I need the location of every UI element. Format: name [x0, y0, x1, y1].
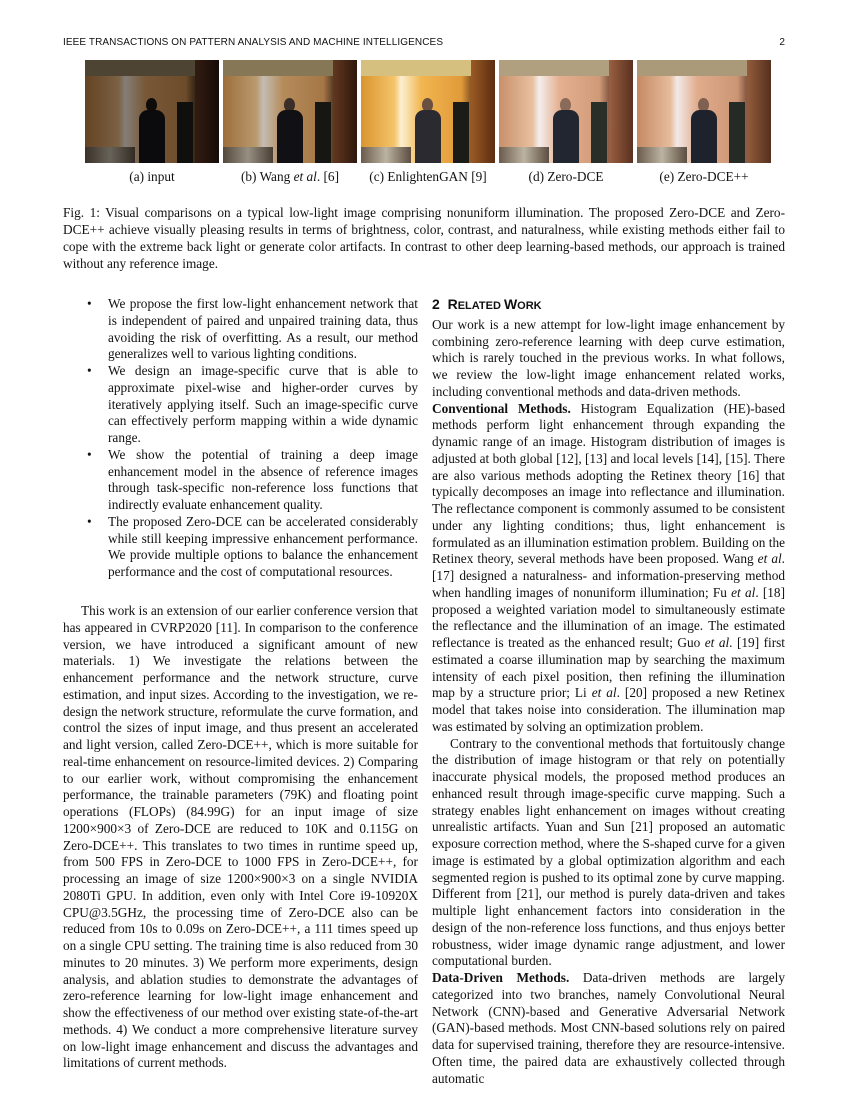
body-paragraph: Data-Driven Methods. Data-driven methods are largely categorized into two branches, namely Convolutional Neural Network (CNN)-based and Generative Adversarial Network (GAN)-based methods. Most CNN-based solutions rely on paired data for supervised training, therefore they are resource-intensive. Often time, the paired data are exhaustively collected through automatic: [432, 970, 785, 1086]
bullet-icon: •: [87, 363, 92, 378]
panel-label: (e) Zero-DCE++: [659, 169, 749, 184]
figure-panel-c: [361, 60, 495, 185]
figure-1: [85, 60, 771, 185]
list-item: • The proposed Zero-DCE can be accelerated considerably while still keeping impressive enhancement performance. We provide multiple options to balance the enhancement performance and the cost of computational resources.: [87, 513, 418, 579]
related-work-section: [432, 296, 785, 1087]
panel-label: (a) input: [129, 169, 175, 184]
panel-label: (c) EnlightenGAN [9]: [369, 169, 487, 184]
panel-label: (d) Zero-DCE: [528, 169, 604, 184]
panel-image: [361, 60, 495, 163]
body-paragraph: Conventional Methods. Histogram Equalization (HE)-based methods perform light enhancement through expanding the dynamic range of an image. Histogram distribution of images is adjusted at both global [12], [13] and local levels [14], [15]. There are also various methods adopting the Retinex theory [16] that typically decomposes an image into reflectance and illumination. The reflectance component is commonly assumed to be consistent under any lighting conditions; thus, light enhancement is formulated as an illumination estimation problem. Building on the Retinex theory, several methods have been proposed. Wang et al. [17] designed a naturalness- and information-preserving method when handling images of nonuniform illumination; Fu et al. [18] proposed a weighted variation model to simultaneously estimate the reflectance and the illumination of an image. The estimated reflectance is treated as the enhanced result; Guo et al. [19] first estimated a coarse illumination map by searching the maximum intensity of each pixel position, then refining the illumination map by a structure prior; Li et al. [20] proposed a new Retinex model that takes noise into consideration. The illumination map was estimated by solving an optimization problem.: [432, 400, 786, 734]
body-paragraph: Contrary to the conventional methods that fortuitously change the distribution of image histogram or that rely on potentially inaccurate physical models, the proposed method produces an enhanced result through image-specific curve mapping. Such a strategy enables light enhancement on images without creating unrealistic artifacts. Yuan and Sun [21] proposed an automatic exposure correction method, where the S-shaped curve for a given image is estimated by a global optimization algorithm and each segmented region is pushed to its optimal zone by curve mapping. Different from [21], our method is purely data-driven and takes multiple light enhancement factors into consideration in the design of the non-reference loss functions, and thus enjoys better robustness, wider image dynamic range adjustment, and lower computational burden.: [432, 735, 785, 969]
list-item: • We show the potential of training a deep image enhancement model in the absence of reference images through task-specific non-reference loss functions that indirectly evaluate enhancement quality.: [87, 446, 418, 512]
figure-panel-e: [637, 60, 771, 185]
bullet-icon: •: [87, 446, 92, 462]
extension-paragraph: [63, 603, 418, 1072]
figure-panel-a: [85, 60, 219, 185]
journal-title: IEEE TRANSACTIONS ON PATTERN ANALYSIS AND MACHINE INTELLIGENCES: [63, 37, 444, 48]
list-item: • We propose the first low-light enhancement network that is independent of paired and unpaired training data, thus avoiding the risk of overfitting. As a result, our method generalizes well to various lighting conditions.: [87, 296, 418, 362]
running-header: [63, 37, 785, 48]
panel-label: (b) Wang et al. [6]: [240, 169, 340, 184]
contributions-list: [63, 296, 418, 581]
body-paragraph: Our work is a new attempt for low-light image enhancement by combining zero-reference learning with deep curve estimation, which is rarely touched in the previous works. In what follows, we review the low-light image enhancement related works, including conventional methods and data-driven methods.: [432, 316, 785, 399]
bullet-icon: •: [87, 296, 92, 311]
bullet-icon: •: [87, 513, 92, 529]
panel-image: [637, 60, 771, 163]
figure-caption: Fig. 1: Visual comparisons on a typical low-light image comprising nonuniform illumination. The proposed Zero-DCE and Zero-DCE++ achieve visually pleasing results in terms of brightness, color, contrast, and naturalness, while existing methods either fail to cope with the extreme back light or generate color artifacts. In contrast to other deep learning-based methods, our approach is trained without any reference image.: [63, 205, 785, 271]
page-number: 2: [779, 37, 785, 48]
section-heading: 2 RELATED WORK: [432, 296, 542, 312]
list-item: • We design an image-specific curve that is able to approximate pixel-wise and higher-order curves by iteratively applying itself. Such an image-specific curve can effectively perform mapping within a wide dynamic range.: [87, 363, 418, 445]
panel-image: [499, 60, 633, 163]
panel-image: [223, 60, 357, 163]
panel-image: [85, 60, 219, 163]
body-paragraph: This work is an extension of our earlier conference version that has appeared in CVRP2020 [11]. In comparison to the conference version, we have introduced a significant amount of new materials. 1) We investigate the relations between the enhancement performance and the network structure, curve estimation, and input sizes. According to the investigation, we re-design the network structure, reformulate the curve formation, and control the sizes of input image, and thus present an accelerated and light version, called Zero-DCE++, which is more suitable for real-time enhancement on resource-limited devices. 2) Comparing to our earlier work, without compromising the enhancement performance, the trainable parameters (79K) and floating point operations (FLOPs) (84.99G) for an input image of size 1200×900×3 of Zero-DCE are reduced to 10K and 0.115G on Zero-DCE++. This translates to two times in runtime speed up, from 500 FPS in Zero-DCE to 1000 FPS in Zero-DCE++, for processing an image of size 1200×900×3 on a single NVIDIA 2080Ti GPU. In addition, even only with Intel Core i9-10920X CPU@3.5GHz, the processing time of Zero-DCE also can be reduced from 10s to 0.09s on Zero-DCE++, a 111 times speed up on a single CPU setting. The training time is also reduced from 30 minutes to 20 minutes. 3) We perform more experiments, design analysis, and ablation studies to demonstrate the advantages of zero-reference learning for low-light image enhancement and show the effectiveness of our method over existing state-of-the-art methods. 4) We conduct a more comprehensive literature survey on low-light image enhancement and discuss the advantages and limitations of current methods.: [63, 603, 418, 1071]
figure-panel-d: [499, 60, 633, 185]
figure-panel-b: [223, 60, 357, 185]
